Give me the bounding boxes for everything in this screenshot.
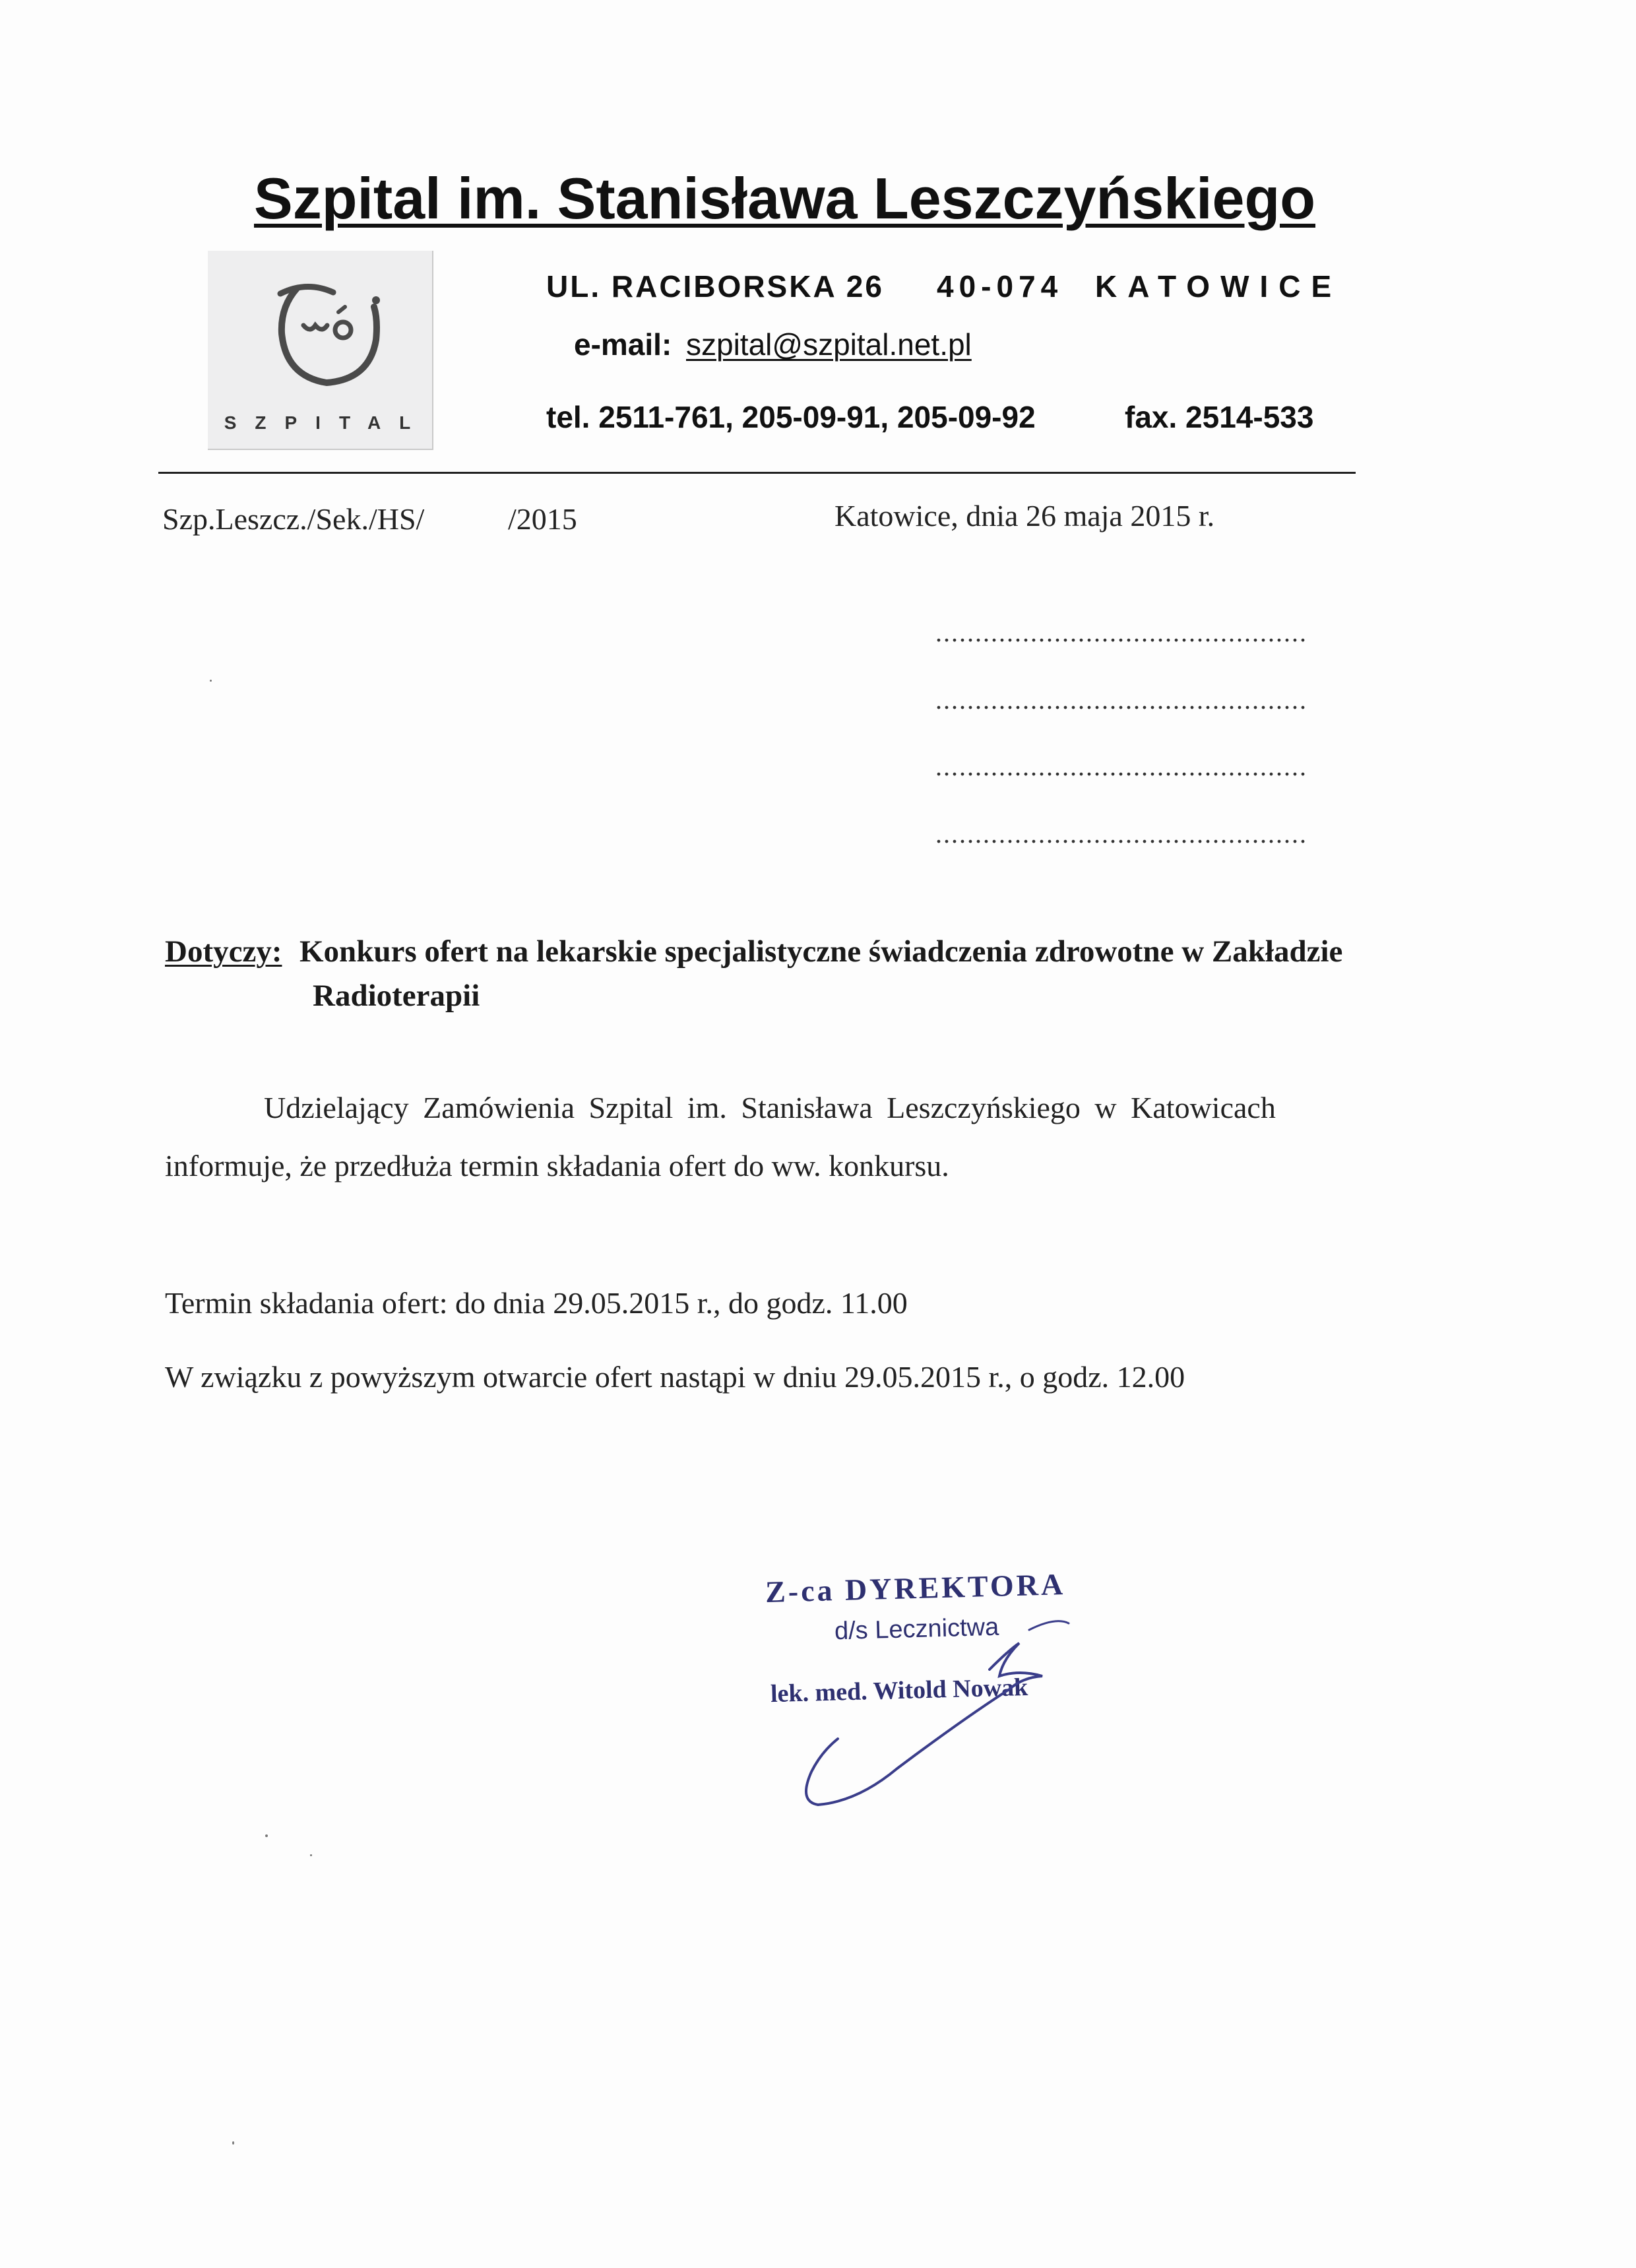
address-postal-code: 40-074 [937, 269, 1063, 304]
hospital-name: Szpital im. Stanisława Leszczyńskiego [254, 166, 1316, 231]
stamp-title: Z-ca DYREKTORA [765, 1567, 1066, 1609]
recipient-line: ............................................... [935, 618, 1307, 647]
header-divider [158, 472, 1356, 474]
submission-deadline: Termin składania ofert: do dnia 29.05.2015 r., do godz. 11.00 [165, 1286, 908, 1320]
subject-text: Konkurs ofert na lekarskie specjalistyczne świadczenia zdrowotne w Zakładzie [299, 934, 1343, 969]
logo-caption: SZPITAL [224, 412, 429, 433]
subject-label: Dotyczy: [165, 934, 282, 969]
email-label: e-mail: [574, 327, 672, 362]
recipient-line: ............................................... [935, 819, 1307, 849]
recipient-line: ............................................... [935, 752, 1307, 781]
phone-numbers: tel. 2511-761, 205-09-91, 205-09-92 [546, 400, 1036, 434]
address-city: KATOWICE [1095, 269, 1342, 304]
reference-number: Szp.Leszcz./Sek./HS/ [162, 502, 425, 536]
fax-number: fax. 2514-533 [1125, 400, 1314, 434]
scan-speck [210, 680, 212, 682]
stamp-department: d/s Lecznictwa [834, 1613, 999, 1646]
signature-icon [792, 1604, 1135, 1815]
opening-date: W związku z powyższym otwarcie ofert nastąpi w dniu 29.05.2015 r., o godz. 12.00 [165, 1360, 1185, 1394]
scan-speck [232, 2141, 234, 2145]
place-date: Katowice, dnia 26 maja 2015 r. [834, 499, 1215, 533]
scan-speck [265, 1834, 268, 1837]
body-paragraph: Udzielający Zamówienia Szpital im. Stanisława Leszczyńskiego w Katowicach [264, 1091, 1276, 1124]
hospital-logo [208, 251, 433, 450]
body-paragraph-continued: informuje, że przedłuża termin składania ofert do ww. konkursu. [165, 1149, 949, 1183]
address-street: UL. RACIBORSKA 26 [546, 269, 884, 304]
email-link[interactable]: szpital@szpital.net.pl [686, 327, 972, 362]
reference-year: /2015 [508, 502, 577, 536]
stamp-name: lek. med. Witold Nowak [770, 1673, 1028, 1708]
scan-speck [310, 1854, 312, 1856]
recipient-line: ............................................... [935, 685, 1307, 715]
logo-smile-icon [234, 267, 406, 399]
subject-text-continued: Radioterapii [313, 979, 480, 1013]
